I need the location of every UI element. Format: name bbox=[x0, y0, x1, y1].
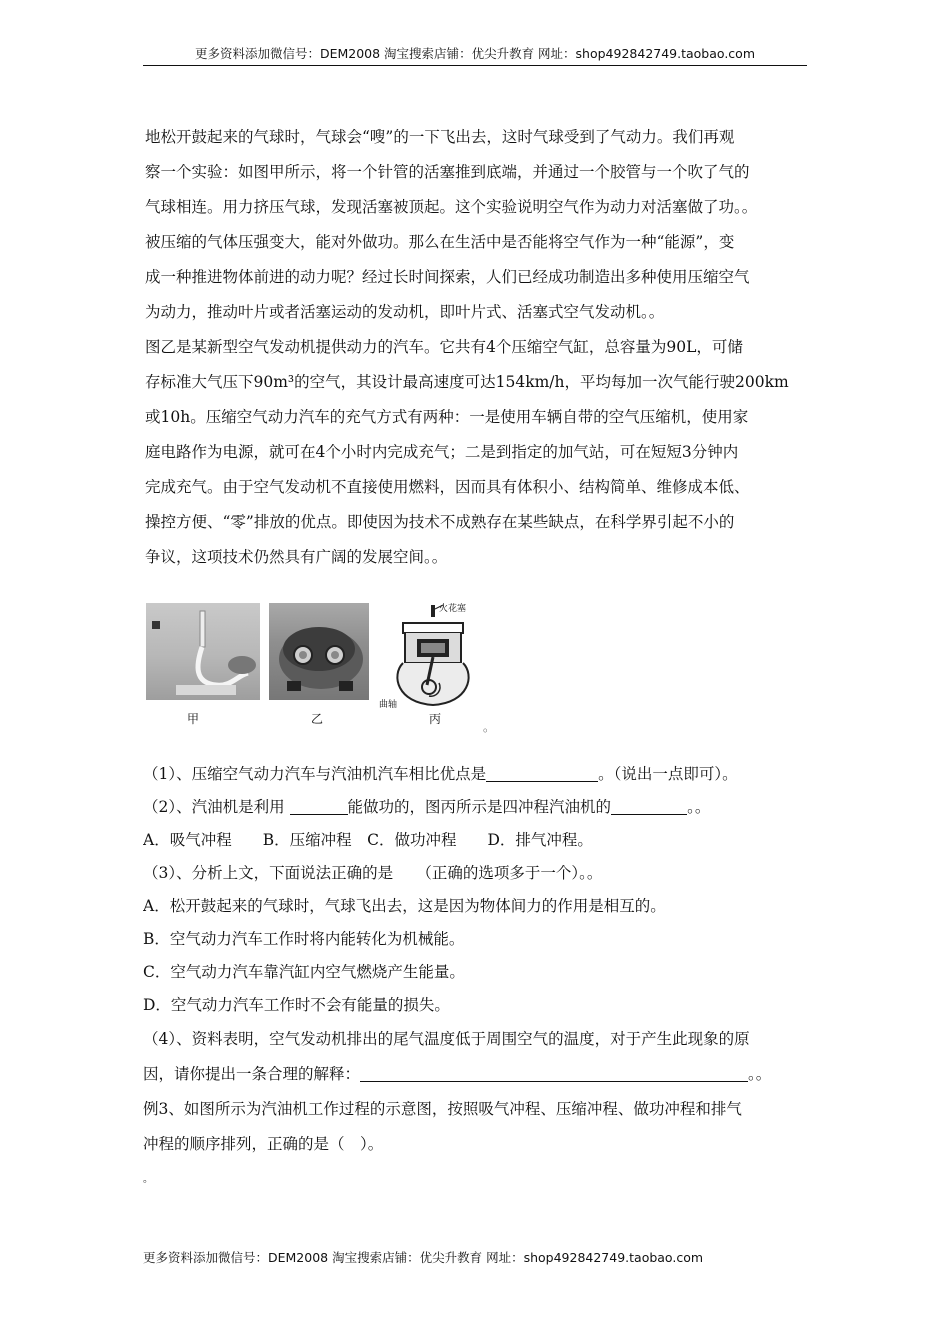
passage-line: 被压缩的气体压强变大，能对外做功。那么在生活中是否能将空气作为一种“能源”，变 bbox=[145, 233, 735, 251]
passage-line: 成一种推进物体前进的动力呢？经过长时间探索，人们已经成功制造出多种使用压缩空气 bbox=[145, 268, 750, 286]
passage-line: 或10h。压缩空气动力汽车的充气方式有两种：一是使用车辆自带的空气压缩机，使用家 bbox=[145, 408, 749, 426]
q4-answer-blank[interactable] bbox=[360, 1063, 748, 1082]
q1-answer-blank[interactable] bbox=[486, 763, 598, 782]
page-footer: 更多资料添加微信号：DEM2008 淘宝搜索店铺：优尖升教育 网址：shop492842749.taobao.com bbox=[143, 1250, 704, 1265]
four-stroke-engine-diagram bbox=[379, 603, 493, 710]
question-1 bbox=[143, 758, 813, 1197]
passage-line: 存标准大气压下90m³的空气，其设计最高速度可达154km/h，平均每加一次气能行驶200km bbox=[145, 373, 789, 391]
q1-prefix: （1）、压缩空气动力汽车与汽油机汽车相比优点是 bbox=[143, 765, 487, 783]
reading-passage bbox=[145, 120, 813, 575]
q2-middle: 能做功的，图丙所示是四冲程汽油机的 bbox=[347, 798, 612, 816]
figure-label-b: 乙 bbox=[311, 712, 324, 726]
figure-label-a: 甲 bbox=[187, 712, 200, 726]
passage-line: 地松开鼓起来的气球时，气球会“嗖”的一下飞出去，这时气球受到了气动力。我们再观 bbox=[145, 128, 735, 146]
figure-trailing-mark: 。 bbox=[483, 720, 496, 734]
q2-prefix: （2）、汽油机是利用 bbox=[143, 798, 290, 816]
spark-plug-label: 火花塞 bbox=[439, 604, 467, 614]
passage-line: 争议，这项技术仍然具有广阔的发展空间。。 bbox=[145, 548, 448, 566]
q3-option-d: D．空气动力汽车工作时不会有能量的损失。 bbox=[143, 996, 450, 1014]
passage-line: 为动力，推动叶片或者活塞运动的发动机，即叶片式、活塞式空气发动机。。 bbox=[145, 303, 665, 321]
passage-line: 图乙是某新型空气发动机提供动力的汽车。它共有4个压缩空气缸，总容量为90L，可储 bbox=[145, 338, 743, 356]
q3-option-c: C．空气动力汽车靠汽缸内空气燃烧产生能量。 bbox=[143, 963, 465, 981]
passage-line: 完成充气。由于空气发动机不直接使用燃料，因而具有体积小、结构简单、维修成本低、 bbox=[145, 478, 750, 496]
q4-line-1: （4）、资料表明，空气发动机排出的尾气温度低于周围空气的温度，对于产生此现象的原 bbox=[143, 1030, 750, 1048]
example-3-line-2: 冲程的顺序排列，正确的是（ ）。 bbox=[143, 1135, 384, 1153]
passage-line: 庭电路作为电源，就可在4个小时内完成充气；二是到指定的加气站，可在短短3分钟内 bbox=[145, 443, 739, 461]
passage-line: 气球相连。用力挤压气球，发现活塞被顶起。这个实验说明空气作为动力对活塞做了功。。 bbox=[145, 198, 758, 216]
crankshaft-label: 曲轴 bbox=[379, 700, 398, 710]
syringe-balloon-photo bbox=[146, 603, 260, 700]
header-divider bbox=[143, 65, 807, 66]
figure-group bbox=[145, 600, 495, 735]
figure-label-c: 丙 bbox=[429, 712, 442, 726]
q3-stem: （3）、分析上文，下面说法正确的是 （正确的选项多于一个）。。 bbox=[143, 864, 603, 882]
q3-option-a: A．松开鼓起来的气球时，气球飞出去，这是因为物体间力的作用是相互的。 bbox=[143, 897, 666, 915]
q2-suffix: 。。 bbox=[687, 798, 711, 816]
example-3-line-1: 例3、如图所示为汽油机工作过程的示意图，按照吸气冲程、压缩冲程、做功冲程和排气 bbox=[143, 1100, 742, 1118]
air-car-photo bbox=[269, 603, 369, 700]
passage-line: 操控方便、“零”排放的优点。即使因为技术不成熟存在某些缺点，在科学界引起不小的 bbox=[145, 513, 735, 531]
passage-line: 察一个实验：如图甲所示，将一个针管的活塞推到底端，并通过一个胶管与一个吹了气的 bbox=[145, 163, 750, 181]
stray-mark: 。 bbox=[143, 1174, 153, 1185]
q3-option-b: B．空气动力汽车工作时将内能转化为机械能。 bbox=[143, 930, 465, 948]
q2-blank-energy[interactable] bbox=[290, 796, 348, 815]
q1-suffix: 。（说出一点即可）。 bbox=[598, 765, 738, 783]
q2-options: A．吸气冲程 B．压缩冲程 C．做功冲程 D．排气冲程。 bbox=[143, 831, 593, 849]
page-header: 更多资料添加微信号：DEM2008 淘宝搜索店铺：优尖升教育 网址：shop492842749.taobao.com bbox=[194, 46, 756, 61]
q2-blank-stroke[interactable] bbox=[611, 796, 687, 815]
q4-suffix: 。。 bbox=[748, 1065, 772, 1083]
q4-prefix: 因，请你提出一条合理的解释： bbox=[143, 1065, 361, 1083]
